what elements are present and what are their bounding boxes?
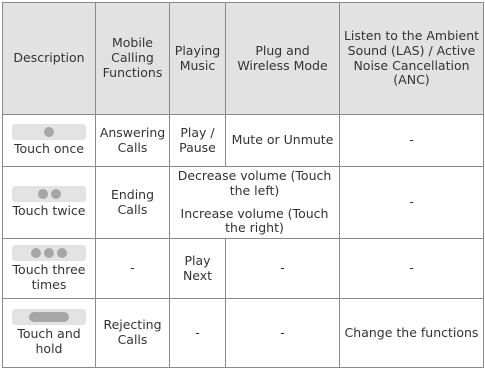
plug-cell: -	[226, 239, 340, 299]
calling-cell: Answering Calls	[96, 115, 170, 167]
gesture-cell	[3, 299, 96, 368]
las-cell: -	[340, 239, 484, 299]
plug-cell: Mute or Unmute	[226, 115, 340, 167]
music-cell: Play / Pause	[170, 115, 226, 167]
header-plug-wireless: Plug and Wireless Mode	[226, 3, 340, 115]
decrease-volume-text: Decrease volume (Touch the left)	[177, 168, 332, 198]
double-tap-icon	[12, 186, 86, 202]
gesture-cell	[3, 239, 96, 299]
las-cell: -	[340, 115, 484, 167]
gesture-cell	[3, 167, 96, 239]
table-row	[3, 299, 484, 368]
increase-volume-text: Increase volume (Touch the right)	[180, 205, 329, 236]
table-row	[3, 167, 484, 239]
gesture-label: Touch once	[14, 141, 84, 157]
las-cell: -	[340, 167, 484, 239]
gesture-label: Touch and hold	[17, 326, 81, 356]
touch-hold-icon	[12, 309, 86, 325]
table-row	[3, 239, 484, 299]
table-row	[3, 115, 484, 167]
triple-tap-icon	[12, 245, 86, 261]
plug-cell: -	[226, 299, 340, 368]
touch-controls-table	[2, 2, 484, 368]
volume-cell	[170, 167, 340, 239]
calling-cell: Ending Calls	[96, 167, 170, 239]
header-playing-music: Playing Music	[170, 3, 226, 115]
music-cell: Play Next	[170, 239, 226, 299]
header-las-anc: Listen to the Ambient Sound (LAS) / Active Noise Cancellation (ANC)	[340, 3, 484, 115]
gesture-cell	[3, 115, 96, 167]
calling-cell: Rejecting Calls	[96, 299, 170, 368]
single-tap-icon	[12, 124, 86, 140]
header-row	[3, 3, 484, 115]
gesture-label: Touch three times	[12, 261, 86, 292]
gesture-label: Touch twice	[12, 203, 86, 219]
header-description: Description	[3, 3, 96, 115]
calling-cell: -	[96, 239, 170, 299]
las-cell: Change the functions	[340, 299, 484, 368]
header-mobile-calling: Mobile Calling Functions	[96, 3, 170, 115]
music-cell: -	[170, 299, 226, 368]
